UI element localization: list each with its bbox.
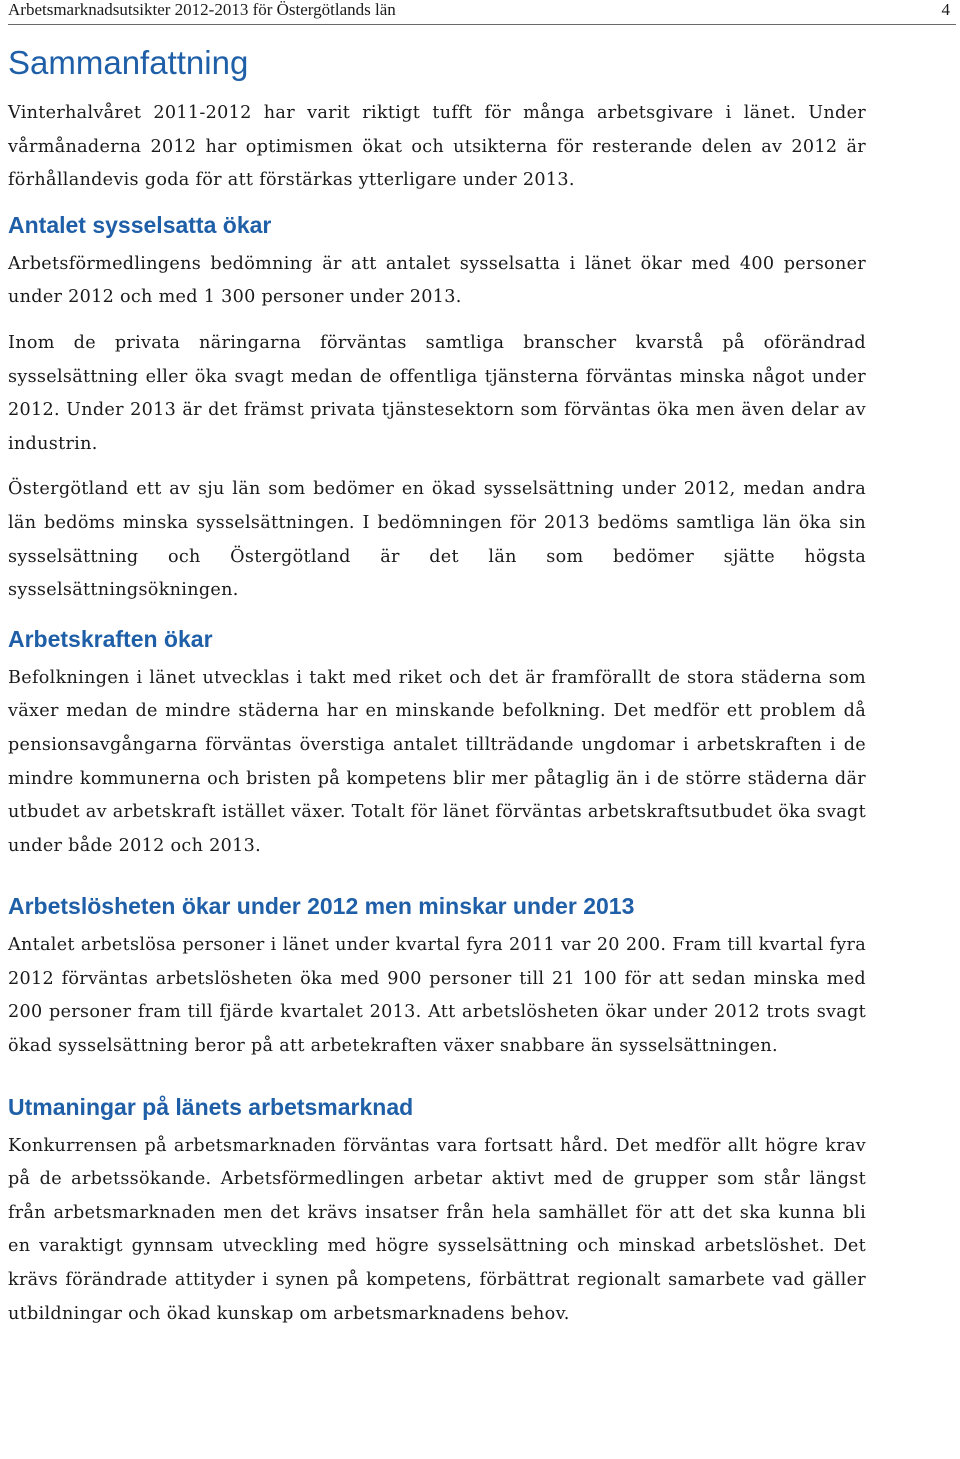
paragraph-arbetslosheten-1: Antalet arbetslösa personer i länet under kvartal fyra 2011 var 20 200. Fram till kvartal fyra 2012 förväntas arbetslösheten öka med 900 personer till 21 100 för att sedan minska med 200 personer fram till fjärde kvartalet 2013. Att arbetslösheten ökar under 2012 trots svagt ökad sysselsättning beror på att arbetekraften växer snabbare än sysselsättningen.: [8, 935, 866, 1057]
page-number: 4: [941, 0, 950, 19]
page-content: [8, 42, 866, 1343]
section-title: Sammanfattning: [8, 44, 249, 81]
paragraph-arbetskraften-1: Befolkningen i länet utvecklas i takt med riket och det är framförallt de stora städerna som växer medan de mindre städerna har en minskande befolkning. Det medför ett problem då pensionsavgångarna förväntas överstiga antalet tillträdande ungdomar i arbetskraften i de mindre kommunerna och bristen på kompetens blir mer påtaglig än i de större städerna där utbudet av arbetskraft istället växer. Totalt för länet förväntas arbetskraftsutbudet öka svagt under både 2012 och 2013.: [8, 667, 866, 856]
intro-paragraph: Vinterhalvåret 2011-2012 har varit riktigt tufft för många arbetsgivare i länet. Under vårmånaderna 2012 har optimismen ökat och utsikterna för resterande delen av 2012 är förhållandevis goda för att förstärkas ytterligare under 2013.: [8, 103, 866, 191]
heading-arbetslosheten: Arbetslösheten ökar under 2012 men minskar under 2013: [8, 893, 635, 920]
heading-arbetskraften: Arbetskraften ökar: [8, 625, 213, 652]
heading-sysselsatta: Antalet sysselsatta ökar: [8, 211, 272, 238]
paragraph-utmaningar-1: Konkurrensen på arbetsmarknaden förväntas vara fortsatt hård. Det medför allt högre krav på de arbetssökande. Arbetsförmedlingen arbetar aktivt med de grupper som står längst från arbetsmarknaden men det krävs insatser från hela samhället för att det ska kunna bli en varaktigt gynnsam utveckling med högre sysselsättning och minskad arbetslöshet. Det krävs förändrade attityder i synen på kompetens, förbättrat regionalt samarbete vad gäller utbildningar och ökad kunskap om arbetsmarknadens behov.: [8, 1135, 866, 1324]
document-title: Arbetsmarknadsutsikter 2012-2013 för Östergötlands län: [8, 0, 396, 19]
running-header: [8, 0, 956, 25]
heading-utmaningar: Utmaningar på länets arbetsmarknad: [8, 1093, 414, 1120]
paragraph-sysselsatta-2: Inom de privata näringarna förväntas samtliga branscher kvarstå på oförändrad sysselsättning eller öka svagt medan de offentliga tjänsterna förväntas minska något under 2012. Under 2013 är det främst privata tjänstesektorn som förväntas öka men även delar av industrin.: [8, 332, 866, 454]
paragraph-sysselsatta-3: Östergötland ett av sju län som bedömer en ökad sysselsättning under 2012, medan andra län bedöms minska sysselsättningen. I bedömningen för 2013 bedöms samtliga län öka sin sysselsättning och Östergötland är det län som bedömer sjätte högsta sysselsättningsökningen.: [8, 479, 866, 601]
paragraph-sysselsatta-1: Arbetsförmedlingens bedömning är att antalet sysselsatta i länet ökar med 400 personer under 2012 och med 1 300 personer under 2013.: [8, 253, 866, 308]
